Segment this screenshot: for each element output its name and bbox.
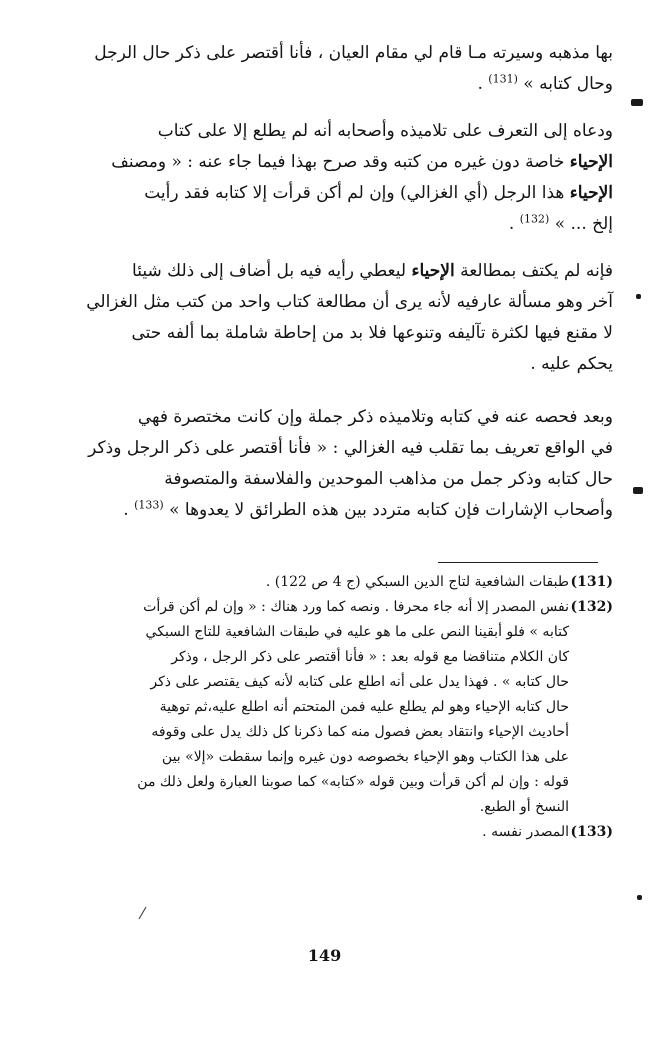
scan-mark (139, 907, 147, 920)
footnote-ref-132: (132) (519, 212, 550, 226)
paragraph-4-tail: . (123, 500, 135, 520)
paragraph-2-line-3 (58, 178, 613, 209)
footnote-132-text (58, 595, 569, 820)
footnote-133-line-1: المصدر نفسه . (482, 824, 569, 840)
paragraph-4 (58, 402, 613, 526)
paragraph-3-line-3: لا مقنع فيها لكثرة تآليفه وتنوعها فلا بد من إحاطة شاملة بما ألفه حتى (131, 323, 613, 343)
paragraph-3 (58, 256, 613, 380)
paragraph-1-tail: . (477, 74, 489, 94)
footnote-132 (58, 595, 613, 820)
paragraph-4-line-2: في الواقع تعريف بما تقلب فيه الغزالي : « فأنا أقتصر على ذكر الرجل وذكر (88, 438, 613, 458)
bold-word-ihya-2: الإحياء (569, 183, 613, 203)
paragraph-2-line-3-text: هذا الرجل (أي الغزالي) وإن لم أكن قرأت إلا كتابه فقد رأيت (144, 183, 565, 203)
paragraph-1-line-2 (58, 69, 613, 100)
footnote-separator (438, 562, 598, 563)
footnote-132-line-3: كان الكلام متناقضا مع قوله بعد : « فأنا أقتصر على ذكر الرجل ، وذكر (171, 649, 569, 665)
scan-speck (633, 487, 643, 494)
paragraph-2-line-2 (58, 147, 613, 178)
footnote-132-line-2: كتابه » فلو أبقينا النص على ما هو عليه في طبقات الشافعية للتاج السبكي (145, 624, 569, 640)
paragraph-1 (58, 38, 613, 100)
paragraph-3-line-1a: فإنه لم يكتف بمطالعة (460, 261, 613, 281)
paragraph-2-line-4 (58, 209, 613, 240)
footnote-131-line-1: طبقات الشافعية لتاج الدين السبكي (ج 4 ص 122) . (265, 574, 569, 590)
paragraph-2-tail: . (508, 214, 520, 234)
footnote-131-text (58, 570, 569, 595)
footnote-132-line-1: نفس المصدر إلا أنه جاء محرفا . ونصه كما ورد هناك : « وإن لم أكن قرأت (143, 599, 569, 615)
footnote-132-line-7: على هذا الكتاب وهو الإحياء بخصوصه دون غيره وإنما سقطت «إلا» بين (161, 749, 569, 765)
paragraph-2-line-4-text: إلخ ... » (549, 214, 613, 234)
scan-speck (636, 294, 641, 299)
paragraph-4-line-3: حال كتابه وذكر جمل من مذاهب الموحدين والفلاسفة والمتصوفة (164, 469, 613, 489)
scan-speck (637, 895, 642, 900)
footnotes (58, 570, 613, 845)
footnote-132-line-5: حال كتابه الإحياء وهو لم يطلع عليه فمن المتحتم أنه اطلع عليه،ثم توهية (159, 699, 569, 715)
bold-word-ihya: الإحياء (569, 152, 613, 172)
footnote-132-line-4: حال كتابه » . فهذا يدل على أنه اطلع على كتابه لأنه كيف يقتصر على ذكر (150, 674, 569, 690)
footnote-133-text (58, 820, 569, 845)
paragraph-4-line-4 (58, 495, 613, 526)
footnote-132-line-9: النسخ أو الطبع. (479, 799, 569, 815)
paragraph-2-line-1: ودعاه إلى التعرف على تلاميذه وأصحابه أنه لم يطلع إلا على كتاب (157, 121, 613, 141)
paragraph-3-line-2: آخر وهو مسألة عارفيه لأنه يرى أن مطالعة كتاب واحد من كتب مثل الغزالي (86, 292, 613, 312)
paragraph-3-line-1b: ليعطي رأيه فيه بل أضاف إلى ذلك شيئا (132, 261, 407, 281)
footnote-132-line-8: قوله : وإن لم أكن قرأت وبين قوله «كتابه» كما صوبنا العبارة ولعل ذلك من (137, 774, 569, 790)
bold-word-ihya-3: الإحياء (411, 261, 455, 281)
footnote-ref-131: (131) (488, 72, 518, 86)
footnote-ref-133: (133) (134, 498, 164, 512)
paragraph-2 (58, 116, 613, 240)
paragraph-3-line-1 (58, 256, 613, 287)
paragraph-2-line-2-text: خاصة دون غيره من كتبه وقد صرح بهذا فيما جاء عنه : « ومصنف (111, 152, 565, 172)
footnote-133-number: (133) (570, 824, 613, 840)
footnote-132-number: (132) (570, 599, 613, 615)
paragraph-3-line-4: يحكم عليه . (530, 354, 613, 374)
paragraph-4-line-1: وبعد فحصه عنه في كتابه وتلاميذه ذكر جملة وإن كانت مختصرة فهي (137, 407, 613, 427)
footnote-133 (58, 820, 613, 845)
footnote-132-line-6: أحاديث الإحياء وانتقاد بعض فصول منه كما ذكرنا كل ذلك يدل على وقوفه (151, 724, 569, 740)
paragraph-4-line-4-text: وأصحاب الإشارات فإن كتابه متردد بين هذه الطرائق لا يعدوها » (163, 500, 613, 520)
scan-speck (631, 99, 643, 106)
paragraph-1-line-1: بها مذهبه وسيرته مـا قام لي مقام العيان ، فأنا أقتصر على ذكر حال الرجل (94, 43, 613, 63)
paragraph-1-line-2-text: وحال كتابه » (517, 74, 613, 94)
footnote-131 (58, 570, 613, 595)
page-number: 149 (307, 946, 342, 965)
footnote-131-number: (131) (570, 574, 613, 590)
